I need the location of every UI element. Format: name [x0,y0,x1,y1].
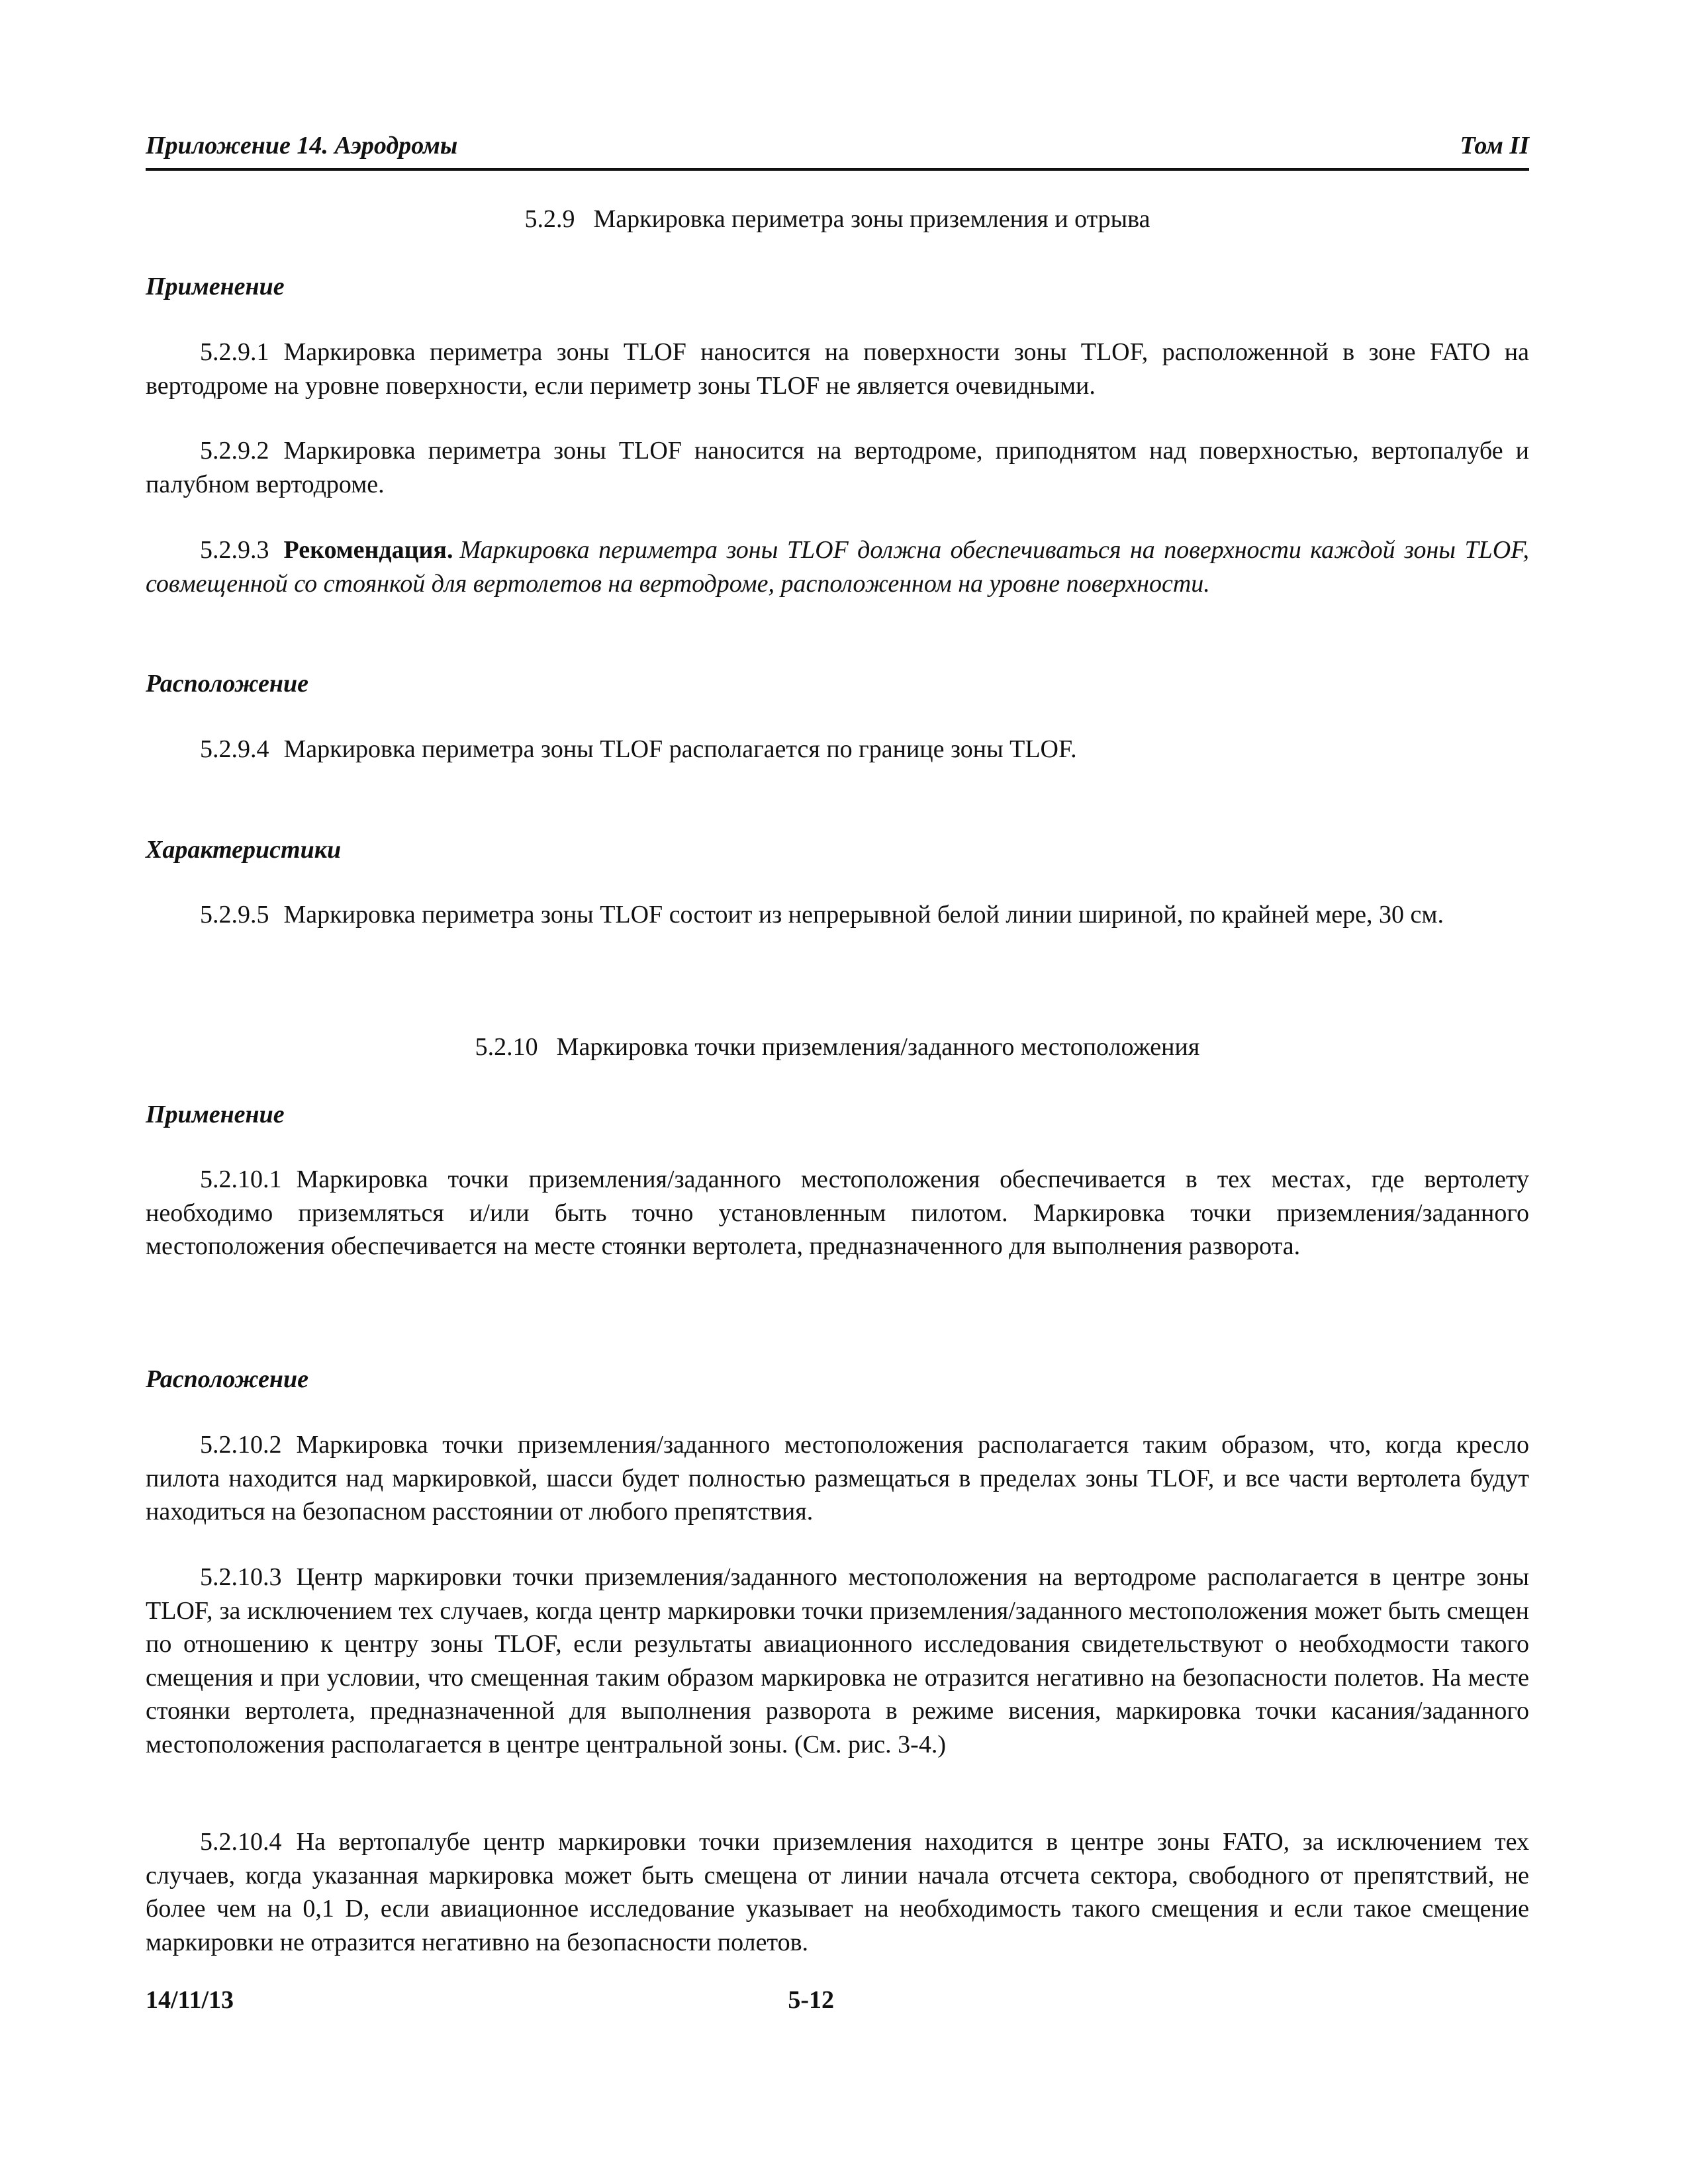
paragraph-text: Маркировка точки приземления/заданного местоположения обеспечивается в тех местах, где вертолету необходимо приземляться и/или быть точно установленным пилотом. Маркировка точки приземления/заданного местоположения обеспечивается на месте стоянки вертолета, предназначенного для выполнения разворота. [146,1165,1529,1260]
paragraph-text: На вертопалубе центр маркировки точки приземления находится в центре зоны FATO, за исключением тех случаев, когда указанная маркировка может быть смещена от линии начала отсчета сектора, свободного от препятствий, не более чем на 0,1 D, если авиационное исследование указывает на необходимость такого смещения и если такое смещение маркировки не отразится негативно на безопасности полетов. [146,1828,1529,1956]
paragraph-text: Маркировка периметра зоны TLOF наносится на поверхности зоны TLOF, расположенной в зоне FATO на вертодроме на уровне поверхности, если периметр зоны TLOF не является очевидными. [146,338,1529,400]
section-title-text: Маркировка точки приземления/заданного местоположения [556,1033,1200,1061]
paragraph-number: 5.2.10.4 [200,1828,282,1856]
paragraph-5-2-10-2 [146,1428,1529,1529]
paragraph-number: 5.2.9.5 [200,901,269,929]
paragraph-number: 5.2.9.3 [200,536,269,564]
footer-page-number: 5-12 [788,1986,834,2014]
section-title-5-2-10 [146,1030,1529,1064]
subheading-application: Применение [146,1101,285,1128]
section-title-5-2-9 [146,203,1529,236]
subheading-location: Расположение [146,670,309,698]
subheading-location: Расположение [146,1365,309,1393]
paragraph-5-2-9-5 [146,898,1529,932]
paragraph-5-2-9-4 [146,733,1529,766]
header-annex-title: Приложение 14. Аэродромы [146,132,458,159]
running-header [146,131,1529,171]
subheading-application: Применение [146,273,285,300]
paragraph-text: Маркировка периметра зоны TLOF должна обеспечиваться на поверхности каждой зоны TLOF, совмещенной со стоянкой для вертолетов на вертодроме, расположенном на уровне поверхности. [146,536,1529,598]
paragraph-text: Центр маркировки точки приземления/заданного местоположения на вертодроме располагается в центре зоны TLOF, за исключением тех случаев, когда центр маркировки точки приземления/заданного местоположения может быть смещен по отношению к центру зоны TLOF, если результаты авиационного исследования свидетельствуют о необходмости такого смещения и при условии, что смещенная таким образом маркировка не отразится негативно на безопасности полетов. На месте стоянки вертолета, предназначенной для выполнения разворота в режиме висения, маркировка точки касания/заданного местоположения располагается в центре центральной зоны. (См. рис. 3-4.) [146,1563,1529,1758]
footer-date: 14/11/13 [146,1986,234,2014]
paragraph-5-2-10-1 [146,1163,1529,1263]
header-volume: Том II [1460,132,1529,159]
document-page [146,0,1529,2184]
paragraph-number: 5.2.9.1 [200,338,269,366]
paragraph-5-2-9-1 [146,336,1529,402]
paragraph-5-2-9-2 [146,434,1529,501]
subheading-characteristics: Характеристики [146,836,342,864]
paragraph-text: Маркировка периметра зоны TLOF располагается по границе зоны TLOF. [283,735,1077,763]
recommendation-label: Рекомендация. [283,536,453,564]
paragraph-text: Маркировка точки приземления/заданного местоположения располагается таким образом, что, когда кресло пилота находится над маркировкой, шасси будет полностью размещаться в пределах зоны TLOF, и все части вертолета будут находиться на безопасном расстоянии от любого препятствия. [146,1431,1529,1525]
paragraph-number: 5.2.9.2 [200,437,269,465]
section-number: 5.2.9 [524,205,575,233]
paragraph-number: 5.2.10.3 [200,1563,282,1591]
section-number: 5.2.10 [475,1033,538,1061]
paragraph-text: Маркировка периметра зоны TLOF наносится на вертодроме, приподнятом над поверхностью, вертопалубе и палубном вертодроме. [146,437,1529,498]
paragraph-number: 5.2.10.2 [200,1431,282,1459]
paragraph-5-2-9-3 [146,533,1529,600]
paragraph-5-2-10-4 [146,1825,1529,1959]
section-title-text: Маркировка периметра зоны приземления и отрыва [593,205,1150,233]
paragraph-5-2-10-3 [146,1561,1529,1761]
paragraph-text: Маркировка периметра зоны TLOF состоит из непрерывной белой линии шириной, по крайней мере, 30 см. [283,901,1444,929]
paragraph-number: 5.2.10.1 [200,1165,282,1193]
paragraph-number: 5.2.9.4 [200,735,269,763]
